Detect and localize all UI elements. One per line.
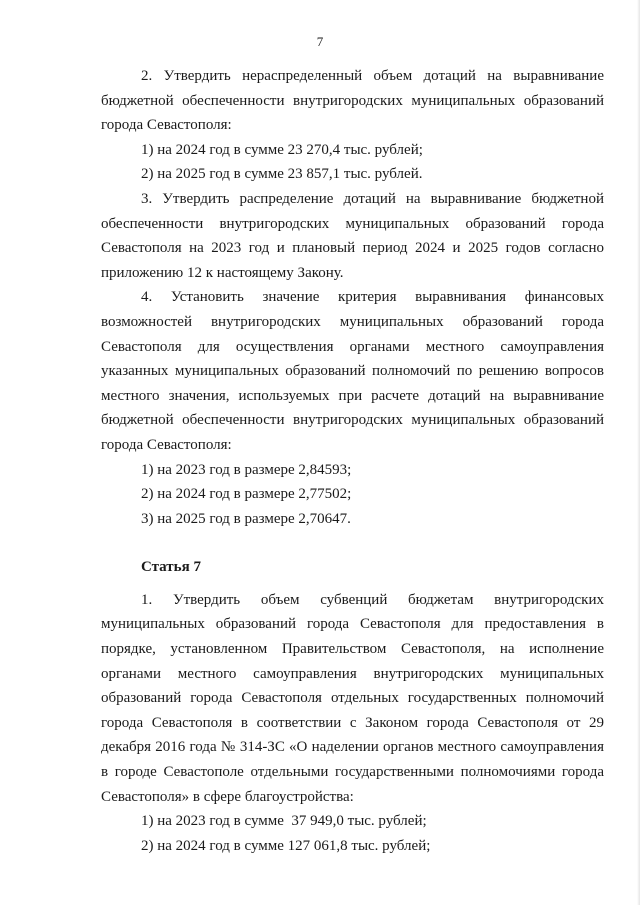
list-item-4-1: 1) на 2023 год в размере 2,84593;	[141, 461, 352, 478]
list-item-4-3: 3) на 2025 год в размере 2,70647.	[141, 510, 351, 527]
article-list-item-2: 2) на 2024 год в сумме 127 061,8 тыс. рублей;	[141, 837, 431, 854]
list-item-2-1: 1) на 2024 год в сумме 23 270,4 тыс. рублей;	[141, 141, 423, 158]
list-item-2-2: 2) на 2025 год в сумме 23 857,1 тыс. рублей.	[141, 166, 423, 183]
article-paragraph-1: 1. Утвердить объем субвенций бюджетам внутригородских муниципальных образований города Севастополя для предоставления в порядке, установленном Правительством Севастополя, на исполнение органами местного самоуправления внутригородских муниципальных образований города Севастополя отдельных государственных полномочий города Севастополя в соответствии с Законом города Севастополя от 29 декабря 2016 года № 314-ЗС «О наделении органов местного самоуправления в городе Севастополе отдельными государственными полномочиями города Севастополя» в сфере благоустройства:	[101, 591, 604, 805]
article-list-item-1: 1) на 2023 год в сумме 37 949,0 тыс. рублей;	[141, 813, 427, 830]
document-body	[101, 64, 604, 858]
paragraph-3: 3. Утвердить распределение дотаций на выравнивание бюджетной обеспеченности внутригородских муниципальных образований города Севастополя на 2023 год и плановый период 2024 и 2025 годов согласно приложению 12 к настоящему Закону.	[101, 190, 604, 281]
list-item-4-2: 2) на 2024 год в размере 2,77502;	[141, 486, 352, 503]
page-number: 7	[316, 34, 324, 49]
paragraph-4: 4. Установить значение критерия выравнивания финансовых возможностей внутригородских муниципальных образований города Севастополя для осуществления органами местного самоуправления указанных муниципальных образований полномочий по решению вопросов местного значения, используемых при расчете дотаций на выравнивание бюджетной обеспеченности внутригородских муниципальных образований города Севастополя:	[101, 289, 604, 453]
paragraph-2: 2. Утвердить нераспределенный объем дотаций на выравнивание бюджетной обеспеченности внутригородских муниципальных образований города Севастополя:	[101, 68, 604, 134]
article-heading: Статья 7	[141, 559, 201, 576]
